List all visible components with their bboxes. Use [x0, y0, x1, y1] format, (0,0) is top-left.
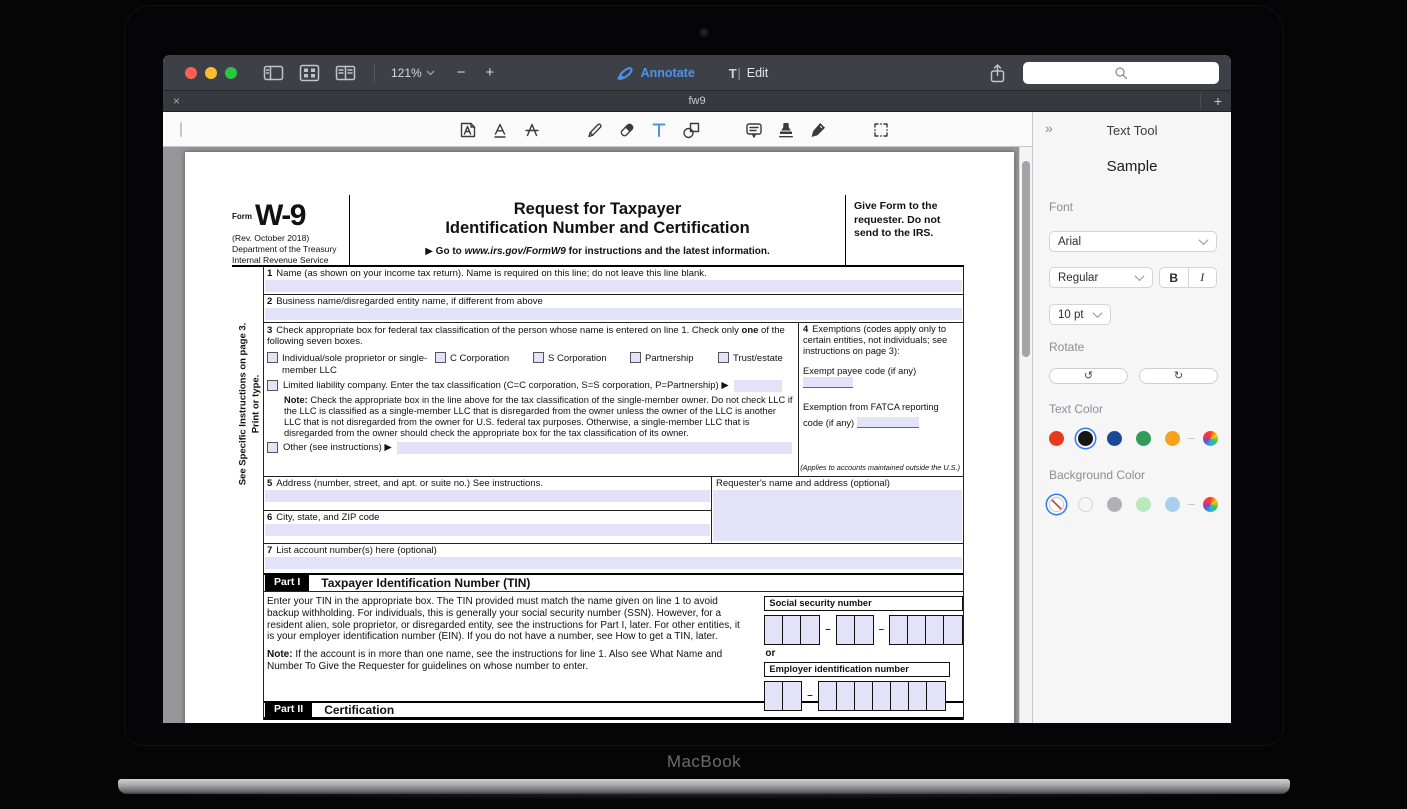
zoom-in-button[interactable]: +	[485, 64, 495, 81]
text-tool-icon[interactable]	[649, 120, 669, 140]
text-color-swatches	[1049, 431, 1218, 446]
line2-label: Business name/disregarded entity name, if different from above	[276, 296, 543, 307]
sidebar-view-icon[interactable]	[263, 64, 284, 82]
part1-header	[264, 575, 963, 592]
checkbox-partnership-label: Partnership	[645, 353, 694, 365]
fatca-label-line2: code (if any)	[803, 417, 855, 428]
other-field[interactable]	[397, 442, 792, 454]
text-color-section-label: Text Color	[1049, 402, 1104, 416]
form-agency: Internal Revenue Service	[232, 254, 329, 265]
search-icon	[1115, 67, 1128, 80]
webcam-icon	[701, 29, 708, 36]
text-sample-preview: Sample	[1106, 158, 1158, 175]
w9-header	[232, 195, 964, 267]
part1-badge: Part I	[265, 575, 309, 591]
checkbox-c-corporation-label: C Corporation	[450, 353, 510, 365]
edit-label: Edit	[746, 66, 769, 80]
checkbox-trust-estate-label: Trust/estate	[733, 353, 783, 365]
text-color-swatch[interactable]	[1165, 431, 1180, 446]
font-style-select[interactable]	[1049, 267, 1153, 288]
form-revision: (Rev. October 2018)	[232, 233, 310, 244]
background-color-swatch[interactable]	[1107, 497, 1122, 512]
zoom-out-button[interactable]: −	[456, 64, 466, 81]
tab-annotate[interactable]	[617, 66, 695, 81]
scrollbar-track[interactable]	[1019, 147, 1032, 723]
share-icon[interactable]	[988, 63, 1007, 84]
swatch-divider	[1188, 438, 1195, 439]
w9-form-body	[263, 267, 964, 720]
font-size-value: 10 pt	[1058, 308, 1084, 321]
form-row-3-4: 3 Check appropriate box for federal tax classification of the person whose name is entered on line 1. Check only one of the following seven boxes. Individual/sole proprietor or single-member LLC C Corporation S Corporation Partnership Trust/estate Limited liability company. Enter the tax classification (C=C corporation, S=S corporation, P=Partnership) ▶ Note: Check the appropriate box in the line above for the tax classification of the single-member owner. Do not check LLC if the LLC is classified as a single-member LLC that is disregarded from the owner unless the owner of the LLC is another LLC that is not disregarded from the owner for U.S. federal tax purposes. Otherwise, a single-member LLC that is disregarded from the owner should check the appropriate box for the tax classification of its owner. Other (see instructions) ▶ 4 Exemptions (codes apply only to certain entities, not individuals; see instructions on page 3): Exempt payee code (if any) Exemption from FATCA reporting code (if any) (Applies to accounts maintained outside the U.S.)	[264, 323, 963, 477]
background-color-swatch[interactable]	[1078, 497, 1093, 512]
or-label: or	[765, 647, 776, 659]
form-department: Department of the Treasury	[232, 244, 337, 255]
part1-body	[264, 592, 963, 703]
document-tab-bar	[163, 91, 1231, 112]
font-family-select[interactable]	[1049, 231, 1217, 252]
name-field[interactable]	[265, 280, 962, 292]
see-instructions-label: See Specific Instructions on page 3.	[237, 322, 249, 486]
new-tab-button[interactable]: +	[1213, 93, 1222, 109]
give-form-note: Give Form to the requester. Do not send to the IRS.	[854, 200, 941, 240]
address-field[interactable]	[265, 490, 710, 502]
background-color-swatch[interactable]	[1136, 497, 1151, 512]
text-color-swatch[interactable]	[1049, 431, 1064, 446]
pdf-app-window	[163, 55, 1231, 723]
line5-label: Address (number, street, and apt. or suite no.) See instructions.	[276, 478, 543, 489]
checkbox-s-corporation-label: S Corporation	[548, 353, 607, 365]
line4-label: Exemptions (codes apply only to certain entities, not individuals; see instructions on page 3):	[803, 324, 948, 356]
fatca-label-line1: Exemption from FATCA reporting	[803, 401, 939, 412]
eraser-icon[interactable]	[617, 120, 637, 140]
annotate-label: Annotate	[640, 66, 695, 80]
pencil-icon[interactable]	[585, 120, 605, 140]
exempt-payee-field[interactable]	[803, 377, 853, 388]
toolbar-divider	[374, 64, 375, 82]
rotate-left-icon: ↺	[1083, 369, 1094, 382]
select-marquee-icon[interactable]	[871, 120, 891, 140]
part1-paragraph: Enter your TIN in the appropriate box. The TIN provided must match the name given on line 1 to avoid backup withholding. For individuals, this is generally your social security number (SSN). However, for a resident alien, sole proprietor, or disregarded entity, see the instructions for Part I, later. For other entities, it is your employer identification number (EIN). If you do not have a number, see How to get a TIN, later.	[267, 596, 740, 643]
chevron-down-icon	[1136, 274, 1144, 282]
stamp-icon[interactable]	[776, 120, 796, 140]
account-numbers-field[interactable]	[265, 557, 962, 569]
requester-field[interactable]	[713, 490, 962, 541]
strikethrough-text-icon[interactable]	[522, 120, 542, 140]
checkbox-trust-estate[interactable]	[718, 352, 729, 363]
checkbox-individual[interactable]	[267, 352, 278, 363]
rotate-right-button[interactable]	[1139, 368, 1218, 384]
form-word: Form	[232, 212, 252, 221]
llc-label: Limited liability company. Enter the tax classification (C=C corporation, S=S corporation, P=Partnership) ▶	[283, 380, 729, 392]
macbook-brand-label: MacBook	[666, 752, 742, 771]
fatca-code-field[interactable]	[857, 417, 919, 428]
form-title: Request for Taxpayer Identification Number and Certification	[445, 200, 750, 238]
w9-form-page	[185, 152, 1014, 723]
shapes-icon[interactable]	[681, 120, 701, 140]
bold-button[interactable]: B	[1160, 268, 1189, 287]
checkbox-individual-label: Individual/sole proprietor or single-member LLC	[282, 353, 428, 376]
toolbar	[163, 55, 1231, 91]
toolbar-drag-handle[interactable]	[180, 122, 182, 137]
rotate-section-label: Rotate	[1049, 340, 1085, 354]
irs-url: www.irs.gov/FormW9	[464, 245, 566, 257]
background-color-swatches	[1049, 497, 1218, 512]
applies-note: (Applies to accounts maintained outside the U.S.)	[800, 463, 960, 473]
print-or-type-label: Print or type.	[250, 374, 262, 434]
tab-bar-divider	[1200, 94, 1201, 109]
chevron-down-icon	[1094, 311, 1102, 319]
form-row-1: 1 Name (as shown on your income tax return). Name is required on this line; do not leave this line blank.	[264, 267, 963, 295]
part2-badge: Part II	[265, 702, 312, 718]
document-tab-title[interactable]: fw9	[688, 95, 706, 107]
annotation-toolbar	[163, 112, 1032, 147]
minimize-window-button[interactable]	[205, 67, 217, 79]
rotate-left-button[interactable]	[1049, 368, 1128, 384]
background-color-swatch[interactable]	[1049, 497, 1064, 512]
chevron-down-icon	[426, 70, 435, 76]
text-format-icon[interactable]	[458, 120, 478, 140]
ein-label: Employer identification number	[764, 662, 950, 677]
italic-button[interactable]: I	[1200, 270, 1205, 284]
two-page-view-icon[interactable]	[335, 64, 356, 82]
font-style-value: Regular	[1058, 271, 1099, 284]
form-number: W-9	[255, 199, 305, 232]
checkbox-c-corporation[interactable]	[435, 352, 446, 363]
text-color-swatch[interactable]	[1136, 431, 1151, 446]
bold-italic-group	[1159, 267, 1217, 288]
text-color-swatch[interactable]	[1107, 431, 1122, 446]
business-name-field[interactable]	[265, 308, 962, 320]
line3-label: Check appropriate box for federal tax classification of the person whose name is entered on line 1. Check only one of the following seven boxes.	[267, 325, 785, 348]
line7-label: List account number(s) here (optional)	[276, 545, 437, 556]
line6-label: City, state, and ZIP code	[276, 512, 380, 523]
form-goto-line: ▶ Go to www.irs.gov/FormW9 for instructions and the latest information.	[425, 245, 770, 257]
rotate-right-icon: ↻	[1173, 369, 1184, 382]
search-input[interactable]	[1023, 62, 1219, 84]
font-family-value: Arial	[1058, 235, 1082, 248]
window-controls	[185, 67, 237, 79]
collapse-panel-icon[interactable]: »	[1045, 120, 1053, 136]
part1-note: Note: If the account is in more than one name, see the instructions for line 1. Also see What Name and Number To Give the Requester for guidelines on whose number to enter.	[267, 649, 723, 672]
ssn-label: Social security number	[764, 596, 963, 611]
city-state-zip-field[interactable]	[265, 524, 710, 536]
line3-note: Note: Check the appropriate box in the line above for the tax classification of the single-member owner. Do not check LLC if the LLC is classified as a single-member LLC that is disregarded from the owner unless the owner of the LLC is another LLC that is not disregarded from the owner for U.S. federal tax purposes. Otherwise, a single-member LLC that is disregarded from the owner should check the appropriate box for the tax classification of its owner.	[284, 394, 793, 438]
close-tab-button[interactable]: ×	[173, 94, 181, 108]
form-row-5-6: 5 Address (number, street, and apt. or suite no.) See instructions. 6 City, state, and ZIP code Requester's name and address (optional)	[264, 477, 963, 544]
text-color-swatch[interactable]	[1078, 431, 1093, 446]
font-size-select[interactable]	[1049, 304, 1111, 325]
macbook-screen-bezel	[125, 6, 1283, 745]
background-color-swatch[interactable]	[1203, 497, 1218, 512]
close-window-button[interactable]	[185, 67, 197, 79]
checkbox-s-corporation[interactable]	[533, 352, 544, 363]
checkbox-partnership[interactable]	[630, 352, 641, 363]
document-viewport[interactable]	[163, 147, 1032, 723]
part2-title: Certification	[324, 702, 395, 717]
form-row-7: 7 List account number(s) here (optional)	[264, 544, 963, 575]
panel-title: Text Tool	[1106, 123, 1158, 138]
edit-text-icon: T	[729, 66, 740, 81]
annotate-pen-icon	[617, 66, 634, 81]
form-row-2: 2 Business name/disregarded entity name, if different from above	[264, 295, 963, 323]
zoom-level[interactable]: 121%	[391, 65, 422, 80]
text-color-swatch[interactable]	[1203, 431, 1218, 446]
line1-label: Name (as shown on your income tax return). Name is required on this line; do not leave this line blank.	[276, 268, 707, 279]
signature-pen-icon[interactable]	[808, 120, 828, 140]
other-label: Other (see instructions) ▶	[283, 442, 392, 454]
background-color-swatch[interactable]	[1165, 497, 1180, 512]
checkbox-other[interactable]	[267, 442, 278, 453]
tab-edit[interactable]	[729, 66, 769, 81]
comment-icon[interactable]	[744, 120, 764, 140]
exempt-payee-label: Exempt payee code (if any)	[803, 365, 917, 376]
llc-classification-field[interactable]	[734, 380, 782, 392]
ein-boxes[interactable]: –	[764, 681, 963, 711]
thumbnails-view-icon[interactable]	[299, 64, 320, 82]
font-section-label: Font	[1049, 200, 1074, 214]
scrollbar-thumb[interactable]	[1022, 161, 1030, 357]
ssn-boxes[interactable]: – –	[764, 615, 963, 645]
part1-title: Taxpayer Identification Number (TIN)	[321, 575, 531, 590]
background-color-section-label: Background Color	[1049, 468, 1146, 482]
checkbox-llc[interactable]	[267, 380, 278, 391]
text-tool-panel	[1032, 112, 1231, 723]
underline-text-icon[interactable]	[490, 120, 510, 140]
macbook-base	[118, 779, 1290, 794]
requester-label: Requester's name and address (optional)	[716, 478, 890, 489]
chevron-down-icon	[1200, 238, 1208, 246]
fullscreen-window-button[interactable]	[225, 67, 237, 79]
swatch-divider	[1188, 504, 1195, 505]
